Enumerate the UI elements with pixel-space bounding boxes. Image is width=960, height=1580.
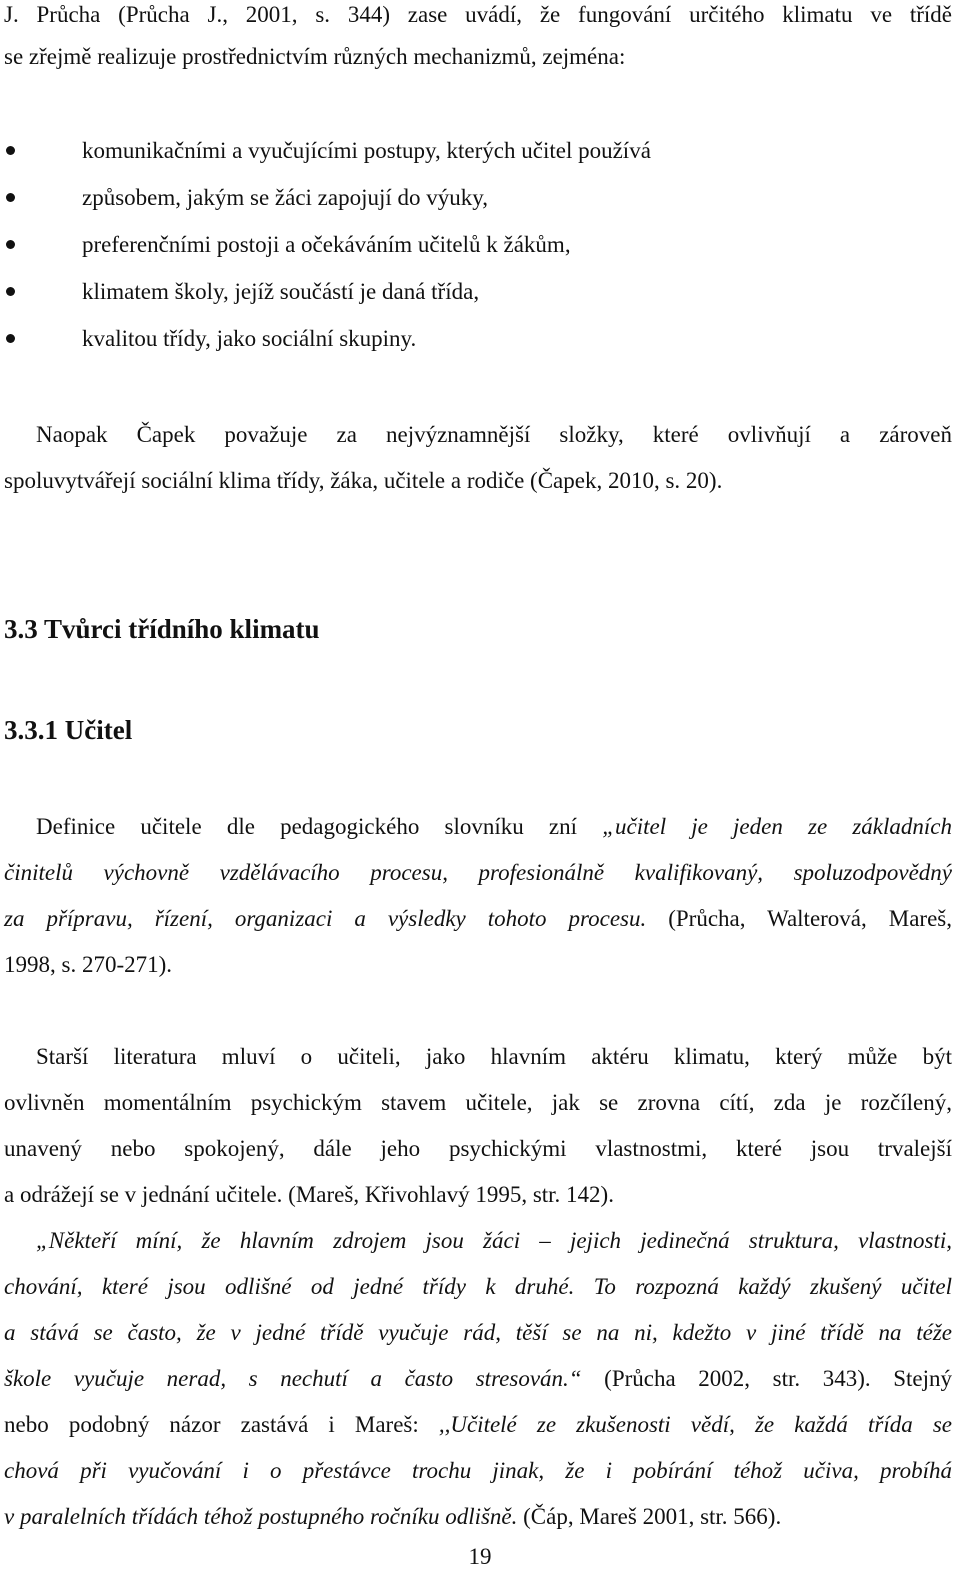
bullet-icon [6, 193, 15, 202]
quote-line-4: škole vyučuje nerad, s nechutí a často stresován.“ (Průcha 2002, str. 343). Stejný [4, 1366, 953, 1391]
page-number: 19 [468, 1544, 492, 1569]
quote-line-3: a stává se často, že v jedné třídě vyučuje rád, těší se na ni, kdežto v jiné třídě na téže [4, 1320, 952, 1345]
bullet-icon [6, 240, 15, 249]
bullet-icon [6, 146, 15, 155]
bullet-icon [6, 334, 15, 343]
quote-line-7: v paralelních třídách téhož postupného ročníku odlišně. (Čáp, Mareš 2001, str. 566). [4, 1504, 782, 1529]
definition-line-2: činitelů výchovně vzdělávacího procesu, profesionálně kvalifikovaný, spoluzodpovědný [4, 860, 952, 885]
section-heading: 3.3 Tvůrci třídního klimatu [4, 614, 320, 644]
definition-line-3: za přípravu, řízení, organizaci a výsledky tohoto procesu. (Průcha, Walterová, Mareš, [4, 906, 952, 931]
document-page: J. Průcha (Průcha J., 2001, s. 344) zase uvádí, že fungování určitého klimatu ve třídě se zřejmě realizuje prostřednictvím různých mechanizmů, zejména: komunikačními a vyučujícími postupy, kterých učitel používá způsobem, jakým se žáci zapojují do výuky, preferenčními postoji a očekáváním učitelů k žákům, klimatem školy, jejíž součástí je daná třída, kvalitou třídy, jako sociální skupiny. Naopak Čapek považuje za nejvýznamnější složky, které ovlivňují a zároveň spoluvytvářejí sociální klima třídy, žáka, učitele a rodiče (Čapek, 2010, s. 20). 3.3 Tvůrci třídního klimatu 3.3.1 Učitel Definice učitele dle pedagogického slovníku zní „učitel je jeden ze základních činitelů výchovně vzdělávacího procesu, profesionálně kvalifikovaný, spoluzodpovědný za přípravu, řízení, organizaci a výsledky tohoto procesu. (Průcha, Walterová, Mareš, 1998, s. 270-271). Starší literatura mluví o učiteli, jako hlavním aktéru klimatu, který může být ovlivněn momentálním psychickým stavem učitele, jak se zrovna cítí, zda je rozčílený, unavený nebo spokojený, dále jeho psychickými vlastnostmi, které jsou trvalejší a odrážejí se v jednání učitele. (Mareš, Křivohlavý 1995, str. 142). „Někteří míní, že hlavním zdrojem jsou žáci – jejich jedinečná struktura, vlastnosti, chování, které jsou odlišné od jedné třídy k druhé. To rozpozná každý zkušený učitel a stává se často, že v jedné třídě vyučuje rád, těší se na ni, kdežto v jiné třídě na téže škole vyučuje nerad, s nechutí a často stresován.“ (Průcha 2002, str. 343). Stejný nebo podobný názor zastává i Mareš: ,,Učitelé ze zkušenosti vědí, že každá třída se chová při vyučování i o přestávce trochu jinak, že i pobírání téhož učiva, probíhá v paralelních třídách téhož postupného ročníku odlišně. (Čáp, Mareš 2001, str. 566). 19 [0, 0, 960, 1580]
definition-line-1: Definice učitele dle pedagogického slovníku zní „učitel je jeden ze základních [36, 814, 953, 839]
intro-line-1: J. Průcha (Průcha J., 2001, s. 344) zase uvádí, že fungování určitého klimatu ve třídě [4, 2, 952, 27]
quote-line-5: nebo podobný názor zastává i Mareš: ,,Učitelé ze zkušenosti vědí, že každá třída se [4, 1412, 952, 1437]
older-lit-line-2: ovlivněn momentálním psychickým stavem učitele, jak se zrovna cítí, zda je rozčílený, [4, 1090, 952, 1115]
bullet-icon [6, 287, 15, 296]
capek-line-2: spoluvytvářejí sociální klima třídy, žáka, učitele a rodiče (Čapek, 2010, s. 20). [4, 468, 723, 493]
older-lit-line-1: Starší literatura mluví o učiteli, jako hlavním aktéru klimatu, který může být [36, 1044, 952, 1069]
quote-line-6: chová při vyučování i o přestávce trochu jinak, že i pobírání téhož učiva, probíhá [4, 1458, 952, 1483]
older-lit-line-3: unavený nebo spokojený, dále jeho psychickými vlastnostmi, které jsou trvalejší [4, 1136, 952, 1161]
subsection-heading: 3.3.1 Učitel [4, 715, 133, 745]
older-lit-line-4: a odrážejí se v jednání učitele. (Mareš, Křivohlavý 1995, str. 142). [4, 1182, 614, 1207]
quote-line-2: chování, které jsou odlišné od jedné třídy k druhé. To rozpozná každý zkušený učitel [4, 1274, 952, 1299]
capek-line-1: Naopak Čapek považuje za nejvýznamnější složky, které ovlivňují a zároveň [36, 422, 952, 447]
intro-line-2: se zřejmě realizuje prostřednictvím různých mechanizmů, zejména: [4, 44, 626, 69]
definition-line-4: 1998, s. 270-271). [4, 952, 173, 977]
quote-line-1: „Někteří míní, že hlavním zdrojem jsou žáci – jejich jedinečná struktura, vlastnosti, [36, 1228, 952, 1253]
